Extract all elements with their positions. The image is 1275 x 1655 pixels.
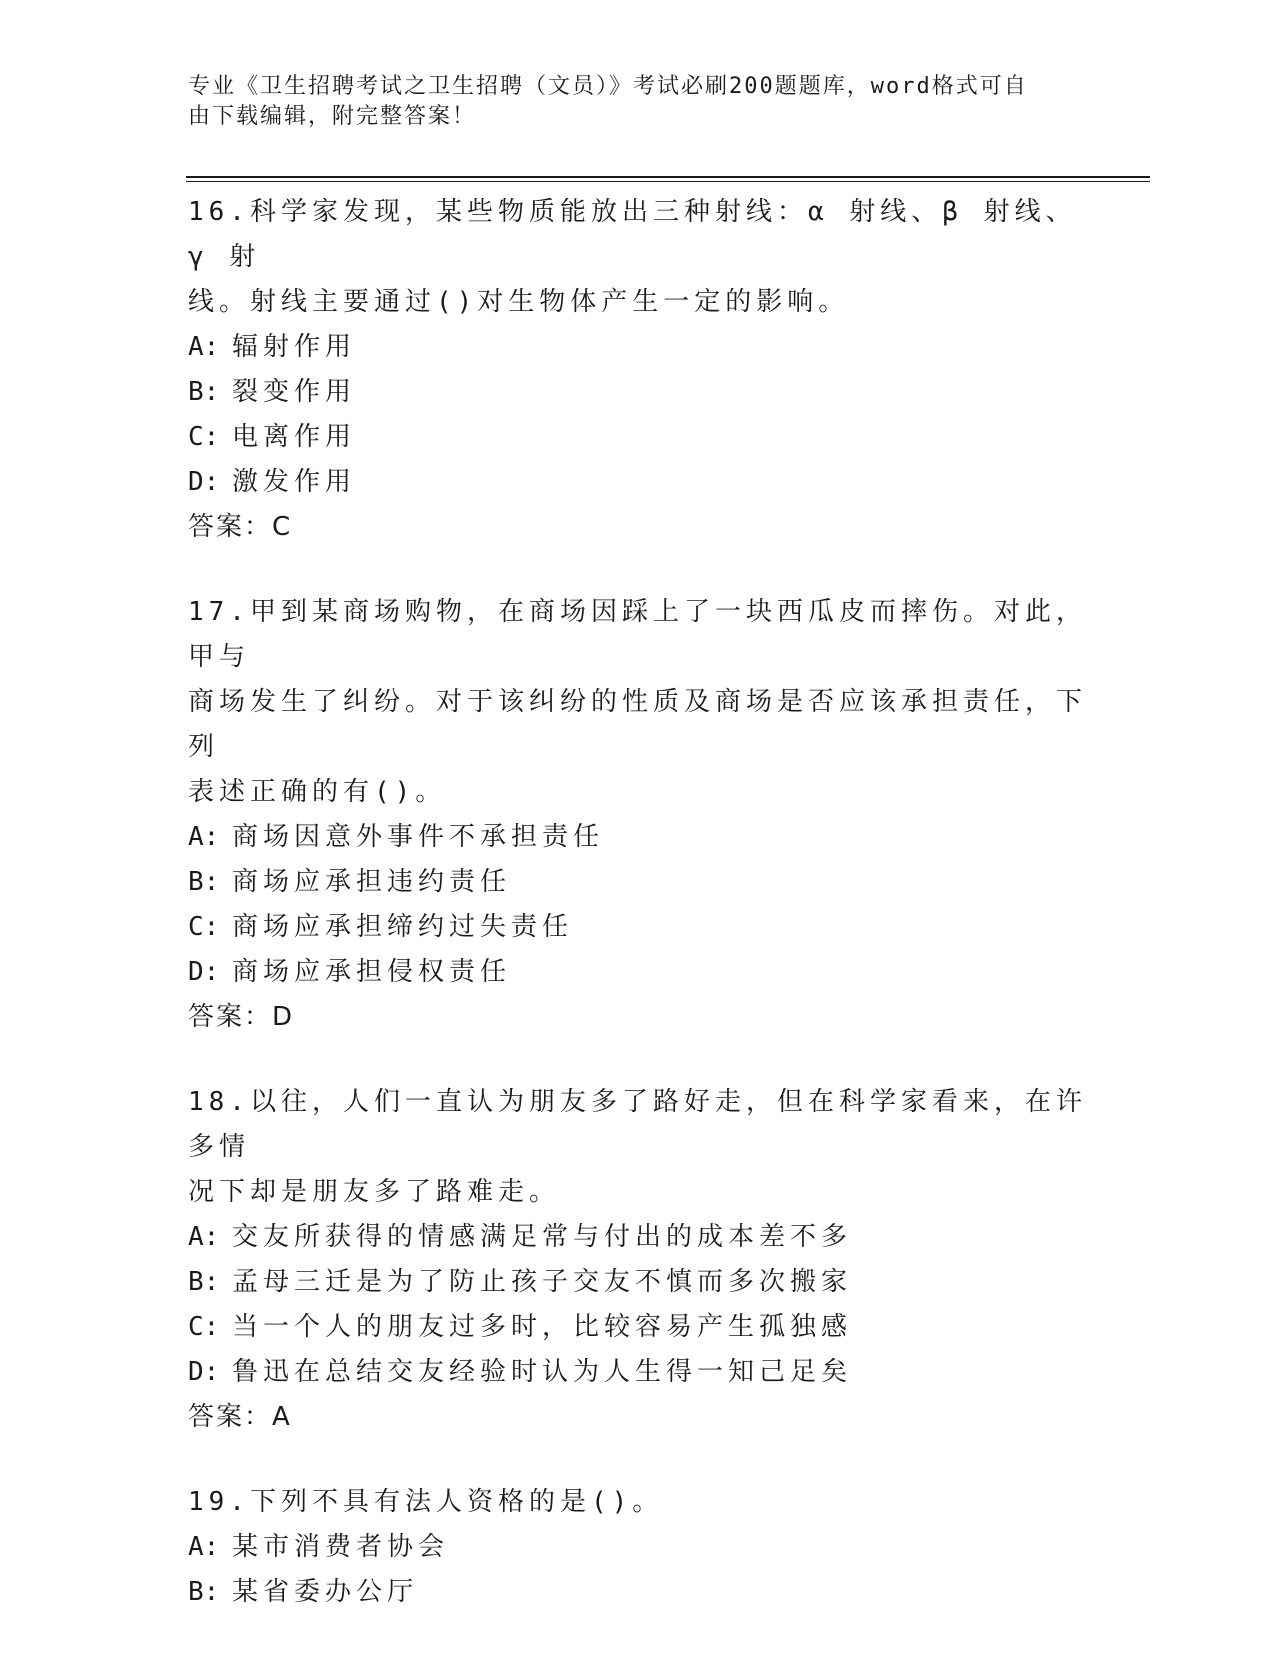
answer-line: 答案：A (188, 1402, 292, 1432)
question-stem-line: 16.科学家发现，某些物质能放出三种射线：α 射线、β 射线、γ 射 (188, 197, 1077, 272)
question-list (188, 190, 1088, 1655)
option-key: C: (188, 422, 220, 452)
option-key: D: (188, 1357, 220, 1387)
option-d (188, 1350, 1088, 1395)
option-b (188, 1570, 1088, 1615)
option-key: C: (188, 1312, 220, 1342)
option-text: 裂变作用 (232, 377, 357, 407)
option-a (188, 1525, 1088, 1570)
question-stem-line: 18.以往，人们一直认为朋友多了路好走，但在科学家看来，在许多情 (188, 1087, 1087, 1162)
option-text: 交友所获得的情感满足常与付出的成本差不多 (232, 1222, 853, 1252)
option-text: 鲁迅在总结交友经验时认为人生得一知己足矣 (232, 1357, 853, 1387)
question-stem-line: 商场发生了纠纷。对于该纠纷的性质及商场是否应该承担责任，下列 (188, 687, 1088, 762)
option-b (188, 1260, 1088, 1305)
option-key: A: (188, 332, 220, 362)
option-text: 某市消费者协会 (232, 1532, 450, 1562)
option-key: B: (188, 1577, 220, 1607)
option-text: 商场应承担缔约过失责任 (232, 912, 574, 942)
header-divider-thick (186, 176, 1150, 178)
question-16 (188, 190, 1088, 550)
option-key: B: (188, 867, 220, 897)
option-key: B: (188, 377, 220, 407)
option-c (188, 905, 1088, 950)
option-key: B: (188, 1267, 220, 1297)
option-b (188, 370, 1088, 415)
option-a (188, 815, 1088, 860)
option-key: D: (188, 957, 220, 987)
question-stem-line: 17.甲到某商场购物，在商场因踩上了一块西瓜皮而摔伤。对此，甲与 (188, 597, 1087, 672)
option-text: 商场应承担侵权责任 (232, 957, 512, 987)
option-text: 商场因意外事件不承担责任 (232, 822, 605, 852)
option-text: 孟母三迁是为了防止孩子交友不慎而多次搬家 (232, 1267, 853, 1297)
answer-line: 答案：C (188, 512, 293, 542)
option-b (188, 860, 1088, 905)
document-header (188, 72, 1068, 132)
option-text: 当一个人的朋友过多时，比较容易产生孤独感 (232, 1312, 853, 1342)
header-divider-thin (186, 181, 1150, 182)
option-d (188, 950, 1088, 995)
option-d (188, 460, 1088, 505)
question-stem-line: 线。射线主要通过()对生物体产生一定的影响。 (188, 287, 850, 317)
option-text: 电离作用 (232, 422, 357, 452)
option-key: A: (188, 1222, 220, 1252)
question-stem-line: 况下却是朋友多了路难走。 (188, 1177, 561, 1207)
option-text: 某省委办公厅 (232, 1577, 419, 1607)
header-line-1: 专业《卫生招聘考试之卫生招聘（文员）》考试必刷200题题库，word格式可自 (188, 74, 1028, 99)
option-text: 辐射作用 (232, 332, 357, 362)
question-17 (188, 590, 1088, 1040)
option-text: 商场应承担违约责任 (232, 867, 512, 897)
option-c (188, 415, 1088, 460)
answer-line: 答案：D (188, 1002, 295, 1032)
option-key: A: (188, 1532, 220, 1562)
option-text: 激发作用 (232, 467, 357, 497)
option-a (188, 1215, 1088, 1260)
option-key: D: (188, 467, 220, 497)
header-line-2: 由下载编辑，附完整答案！ (188, 104, 477, 129)
option-key: A: (188, 822, 220, 852)
question-stem-line: 表述正确的有()。 (188, 777, 447, 807)
option-key: C: (188, 912, 220, 942)
question-19 (188, 1480, 1088, 1615)
option-c (188, 1305, 1088, 1350)
question-18 (188, 1080, 1088, 1440)
question-stem-line: 19.下列不具有法人资格的是()。 (188, 1487, 664, 1517)
option-a (188, 325, 1088, 370)
